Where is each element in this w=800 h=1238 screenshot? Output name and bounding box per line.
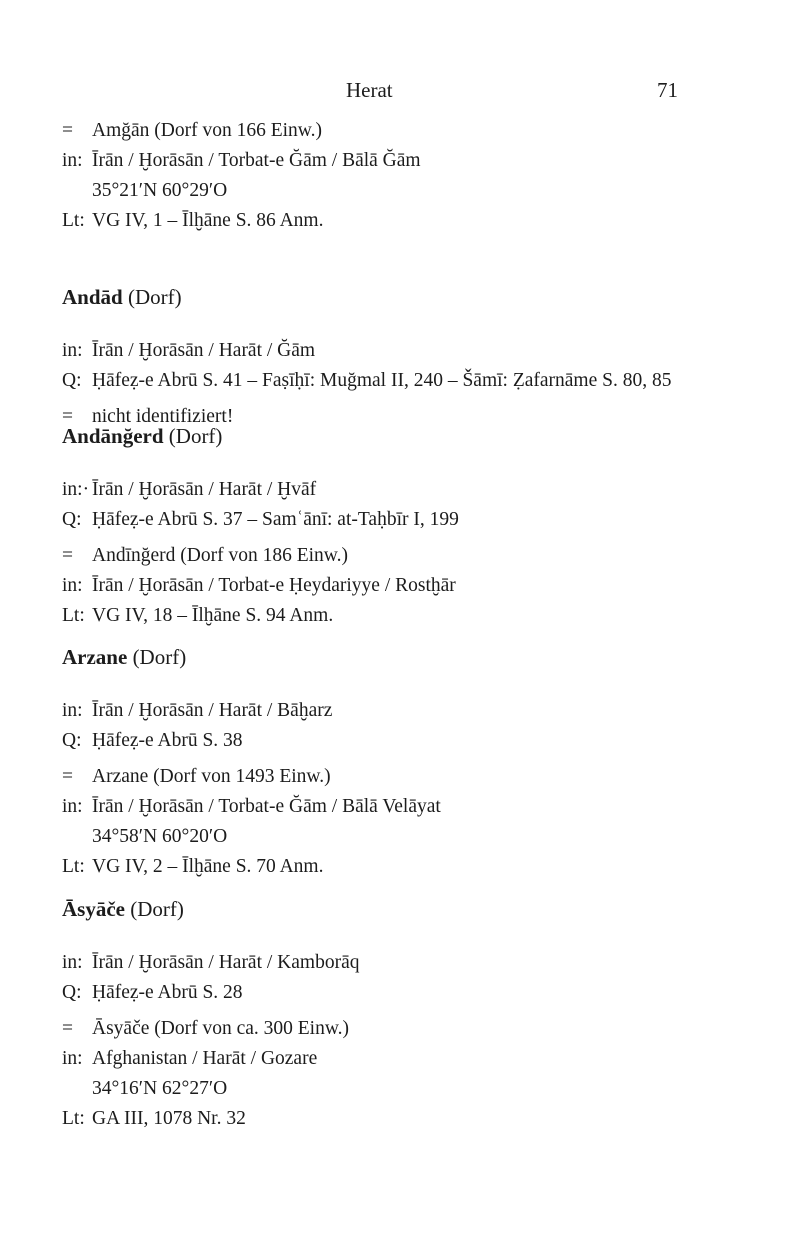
line-label: = bbox=[62, 406, 73, 427]
entry-line bbox=[62, 176, 782, 206]
entry-line bbox=[62, 1044, 782, 1074]
line-label: in: bbox=[62, 340, 83, 361]
entry-amgan-continuation bbox=[62, 116, 782, 236]
line-text: VG IV, 1 – Īlḫāne S. 86 Anm. bbox=[92, 210, 324, 231]
line-label: Lt: bbox=[62, 1108, 85, 1129]
line-label: Lt: bbox=[62, 605, 85, 626]
line-text: nicht identifiziert! bbox=[92, 406, 234, 427]
entry-kind: (Dorf) bbox=[168, 424, 223, 448]
entry-line bbox=[62, 475, 782, 505]
entry-heading bbox=[62, 420, 782, 453]
line-label: Q: bbox=[62, 509, 82, 530]
running-header bbox=[0, 78, 800, 108]
line-label bbox=[62, 176, 92, 206]
line-text: GA III, 1078 Nr. 32 bbox=[92, 1108, 246, 1129]
line-text: Amğān (Dorf von 166 Einw.) bbox=[92, 120, 322, 141]
line-text: Ḥāfeẓ-e Abrū S. 41 – Faṣīḥī: Muğmal II, 240 – Šāmī: Ẓafarnāme S. 80, 85 bbox=[92, 370, 672, 391]
entry-kind: (Dorf) bbox=[132, 645, 187, 669]
entry-line bbox=[62, 505, 782, 535]
entry-line bbox=[62, 1014, 782, 1044]
line-text: Ḥāfeẓ-e Abrū S. 28 bbox=[92, 982, 243, 1003]
line-label: in: bbox=[62, 150, 83, 171]
line-text: Ḥāfeẓ-e Abrū S. 38 bbox=[92, 730, 243, 751]
entry-line bbox=[62, 822, 782, 852]
entry-andangerd bbox=[62, 420, 782, 631]
entry-arzane bbox=[62, 641, 782, 882]
entry-line bbox=[62, 792, 782, 822]
entry-line bbox=[62, 336, 782, 366]
entry-line bbox=[62, 762, 782, 792]
entry-line bbox=[62, 1074, 782, 1104]
entry-line bbox=[62, 206, 782, 236]
entry-line bbox=[62, 571, 782, 601]
entry-line bbox=[62, 116, 782, 146]
entry-line bbox=[62, 726, 782, 756]
line-text: Īrān / Ḫorāsān / Torbat-e Ḥeydariyye / Rostḫār bbox=[92, 575, 456, 596]
line-label: Lt: bbox=[62, 856, 85, 877]
line-label: = bbox=[62, 120, 73, 141]
entry-line bbox=[62, 366, 782, 396]
line-text: 34°58′N 60°20′O bbox=[92, 826, 228, 847]
entry-heading bbox=[62, 893, 782, 926]
entry-kind: (Dorf) bbox=[127, 285, 182, 309]
entry-line bbox=[62, 1104, 782, 1134]
line-text: Īrān / Ḫorāsān / Torbat-e Ğām / Bālā Ğām bbox=[92, 150, 421, 171]
line-label: Q: bbox=[62, 730, 82, 751]
entry-line bbox=[62, 978, 782, 1008]
line-label bbox=[62, 1074, 92, 1104]
line-text: Īrān / Ḫorāsān / Torbat-e Ğām / Bālā Velāyat bbox=[92, 796, 441, 817]
entry-heading bbox=[62, 281, 782, 314]
line-text: Arzane (Dorf von 1493 Einw.) bbox=[92, 766, 331, 787]
line-label: = bbox=[62, 1018, 73, 1039]
line-text: Andīnğerd (Dorf von 186 Einw.) bbox=[92, 545, 348, 566]
entry-line bbox=[62, 601, 782, 631]
line-text: Āsyāče (Dorf von ca. 300 Einw.) bbox=[92, 1018, 350, 1039]
line-label: in:· bbox=[62, 479, 90, 500]
entry-line bbox=[62, 541, 782, 571]
line-label: in: bbox=[62, 575, 83, 596]
entry-line bbox=[62, 852, 782, 882]
line-label: = bbox=[62, 766, 73, 787]
line-label: Q: bbox=[62, 982, 82, 1003]
entry-line bbox=[62, 146, 782, 176]
line-text: Afghanistan / Harāt / Gozare bbox=[92, 1048, 318, 1069]
line-label: in: bbox=[62, 700, 83, 721]
entry-line bbox=[62, 948, 782, 978]
line-label bbox=[62, 822, 92, 852]
line-label: Q: bbox=[62, 370, 82, 391]
line-label: in: bbox=[62, 1048, 83, 1069]
entry-name: Arzane bbox=[62, 645, 128, 669]
line-text: Ḥāfeẓ-e Abrū S. 37 – Samʿānī: at-Taḥbīr I, 199 bbox=[92, 509, 459, 530]
entry-asyace bbox=[62, 893, 782, 1134]
line-text: Īrān / Ḫorāsān / Harāt / Ḫvāf bbox=[92, 479, 317, 500]
running-title: Herat bbox=[346, 78, 393, 102]
line-text: Īrān / Ḫorāsān / Harāt / Kamborāq bbox=[92, 952, 360, 973]
entry-andad bbox=[62, 281, 782, 432]
line-text: VG IV, 18 – Īlḫāne S. 94 Anm. bbox=[92, 605, 334, 626]
entry-name: Andānğerd bbox=[62, 424, 164, 448]
line-label: = bbox=[62, 545, 73, 566]
line-label: Lt: bbox=[62, 210, 85, 231]
line-text: VG IV, 2 – Īlḫāne S. 70 Anm. bbox=[92, 856, 324, 877]
page-number: 71 bbox=[657, 78, 678, 102]
line-text: 34°16′N 62°27′O bbox=[92, 1078, 228, 1099]
entry-name: Andād bbox=[62, 285, 123, 309]
line-text: Īrān / Ḫorāsān / Harāt / Ğām bbox=[92, 340, 316, 361]
entry-name: Āsyāče bbox=[62, 897, 125, 921]
line-text: Īrān / Ḫorāsān / Harāt / Bāḫarz bbox=[92, 700, 333, 721]
entry-heading bbox=[62, 641, 782, 674]
line-text: 35°21′N 60°29′O bbox=[92, 180, 228, 201]
entry-kind: (Dorf) bbox=[130, 897, 184, 921]
line-label: in: bbox=[62, 952, 83, 973]
entry-line bbox=[62, 696, 782, 726]
line-label: in: bbox=[62, 796, 83, 817]
